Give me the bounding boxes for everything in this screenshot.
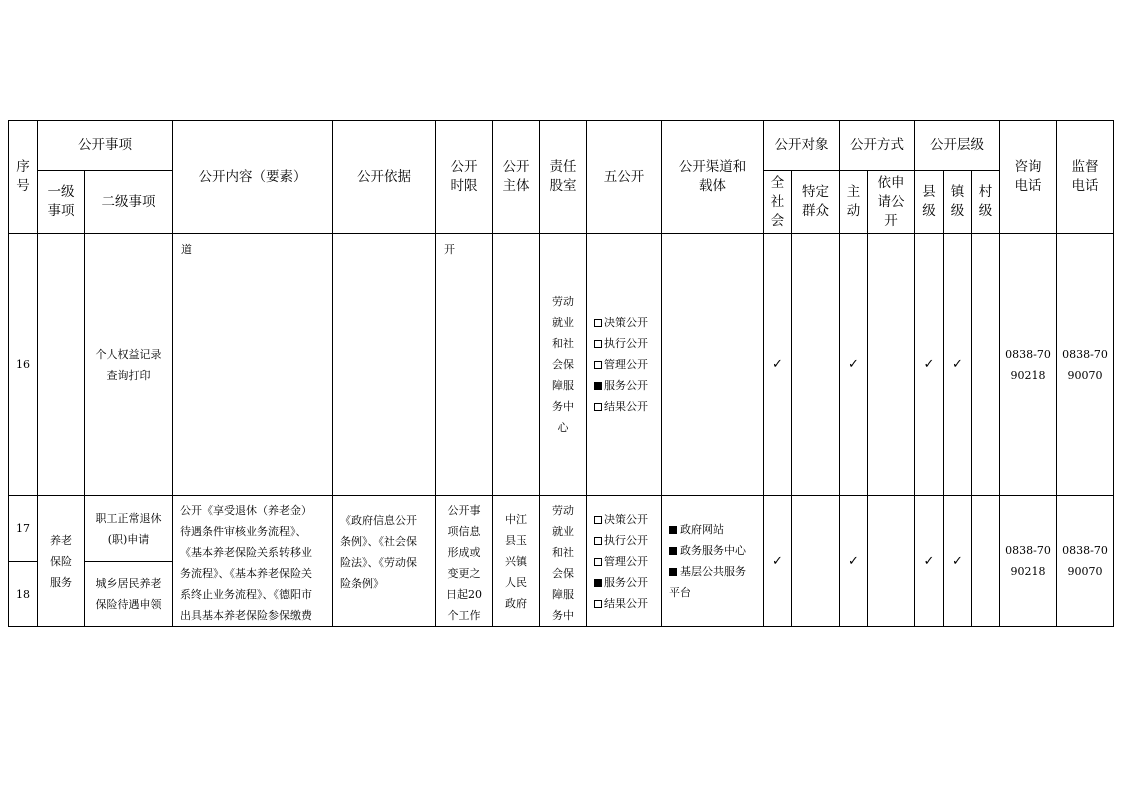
header-supervise: 监督 电话 xyxy=(1057,121,1114,234)
row-seq: 16 xyxy=(9,234,38,496)
header-subject: 公开 主体 xyxy=(493,121,540,234)
checkbox-icon xyxy=(594,558,602,566)
five-item: 服务公开 xyxy=(594,375,661,396)
row-level-village xyxy=(972,496,1000,627)
checkbox-icon xyxy=(594,319,602,327)
row-dept: 劳动 就业 和社 会保 障服 务中 xyxy=(540,496,587,627)
row-target-specific xyxy=(792,496,840,627)
header-level-town: 镇 级 xyxy=(944,171,972,234)
row-level2: 职工正常退休 (职)申请 xyxy=(85,496,173,562)
filled-square-icon xyxy=(669,568,677,576)
checkbox-icon xyxy=(594,537,602,545)
checkbox-icon xyxy=(594,340,602,348)
row-time-limit: 开 xyxy=(436,234,493,496)
header-content: 公开内容（要素） xyxy=(173,121,333,234)
header-channel: 公开渠道和 载体 xyxy=(662,121,764,234)
header-target-group: 公开对象 xyxy=(764,121,840,171)
header-row-1 xyxy=(9,121,1114,171)
header-level-group: 公开层级 xyxy=(915,121,1000,171)
checkbox-icon xyxy=(594,403,602,411)
row-level1: 养老 保险 服务 xyxy=(38,496,85,627)
row-supervise: 0838-70 90070 xyxy=(1057,234,1114,496)
row-five xyxy=(587,234,662,496)
header-dept: 责任 股室 xyxy=(540,121,587,234)
row-channel xyxy=(662,234,764,496)
channel-item: 基层公共服务 平台 xyxy=(669,565,746,599)
five-item: 结果公开 xyxy=(594,593,661,614)
row-level-county: ✓ xyxy=(915,496,944,627)
checkbox-checked-icon xyxy=(594,382,602,390)
row-consult: 0838-70 90218 xyxy=(1000,234,1057,496)
checkbox-checked-icon xyxy=(594,579,602,587)
header-target-all: 全 社 会 xyxy=(764,171,792,234)
five-item: 管理公开 xyxy=(594,551,661,572)
table-row xyxy=(9,496,1114,562)
checkbox-icon xyxy=(594,516,602,524)
header-five: 五公开 xyxy=(587,121,662,234)
row-level-county: ✓ xyxy=(915,234,944,496)
header-seq: 序 号 xyxy=(9,121,38,234)
header-level-village: 村 级 xyxy=(972,171,1000,234)
header-time-limit: 公开 时限 xyxy=(436,121,493,234)
row-method-request xyxy=(868,234,915,496)
row-level2: 城乡居民养老 保险待遇申领 xyxy=(85,562,173,627)
five-item: 执行公开 xyxy=(594,530,661,551)
row-five xyxy=(587,496,662,627)
header-level2: 二级事项 xyxy=(85,171,173,234)
header-level1: 一级 事项 xyxy=(38,171,85,234)
five-item: 服务公开 xyxy=(594,572,661,593)
row-target-all: ✓ xyxy=(764,234,792,496)
header-method-request: 依申 请公 开 xyxy=(868,171,915,234)
row-supervise: 0838-70 90070 xyxy=(1057,496,1114,627)
row-level-village xyxy=(972,234,1000,496)
row-subject xyxy=(493,234,540,496)
row-seq: 17 xyxy=(9,496,38,562)
five-item: 决策公开 xyxy=(594,509,661,530)
channel-item: 政府网站 xyxy=(669,519,763,540)
row-target-all: ✓ xyxy=(764,496,792,627)
header-basis: 公开依据 xyxy=(333,121,436,234)
header-level-county: 县 级 xyxy=(915,171,944,234)
five-item: 结果公开 xyxy=(594,396,661,417)
row-method-request xyxy=(868,496,915,627)
row-content: 公开《享受退休（养老金） 待遇条件审核业务流程》、 《基本养老保险关系转移业 务流程》、《基本养老保险关 系终止业务流程》、《德阳市 出具基本养老保险参保缴费 xyxy=(173,496,333,627)
row-content: 道 xyxy=(173,234,333,496)
disclosure-table-container xyxy=(8,120,1114,627)
row-dept: 劳动 就业 和社 会保 障服 务中 心 xyxy=(540,234,587,496)
disclosure-table xyxy=(8,120,1114,627)
header-method-active: 主 动 xyxy=(840,171,868,234)
row-level-town: ✓ xyxy=(944,234,972,496)
row-consult: 0838-70 90218 xyxy=(1000,496,1057,627)
five-item: 决策公开 xyxy=(594,312,661,333)
row-method-active: ✓ xyxy=(840,234,868,496)
row-target-specific xyxy=(792,234,840,496)
table-row xyxy=(9,234,1114,496)
row-method-active: ✓ xyxy=(840,496,868,627)
five-item: 管理公开 xyxy=(594,354,661,375)
header-target-specific: 特定 群众 xyxy=(792,171,840,234)
five-item: 执行公开 xyxy=(594,333,661,354)
row-time-limit: 公开事 项信息 形成或 变更之 日起20 个工作 xyxy=(436,496,493,627)
row-level2: 个人权益记录 查询打印 xyxy=(85,234,173,496)
header-method-group: 公开方式 xyxy=(840,121,915,171)
row-subject: 中江 县玉 兴镇 人民 政府 xyxy=(493,496,540,627)
channel-item: 政务服务中心 xyxy=(669,540,763,561)
row-level-town: ✓ xyxy=(944,496,972,627)
row-level1 xyxy=(38,234,85,496)
row-basis: 《政府信息公开 条例》、《社会保 险法》、《劳动保 险条例》 xyxy=(333,496,436,627)
filled-square-icon xyxy=(669,526,677,534)
filled-square-icon xyxy=(669,547,677,555)
checkbox-icon xyxy=(594,361,602,369)
header-items-group: 公开事项 xyxy=(38,121,173,171)
row-channel xyxy=(662,496,764,627)
row-seq: 18 xyxy=(9,562,38,627)
row-basis xyxy=(333,234,436,496)
header-consult: 咨询 电话 xyxy=(1000,121,1057,234)
checkbox-icon xyxy=(594,600,602,608)
